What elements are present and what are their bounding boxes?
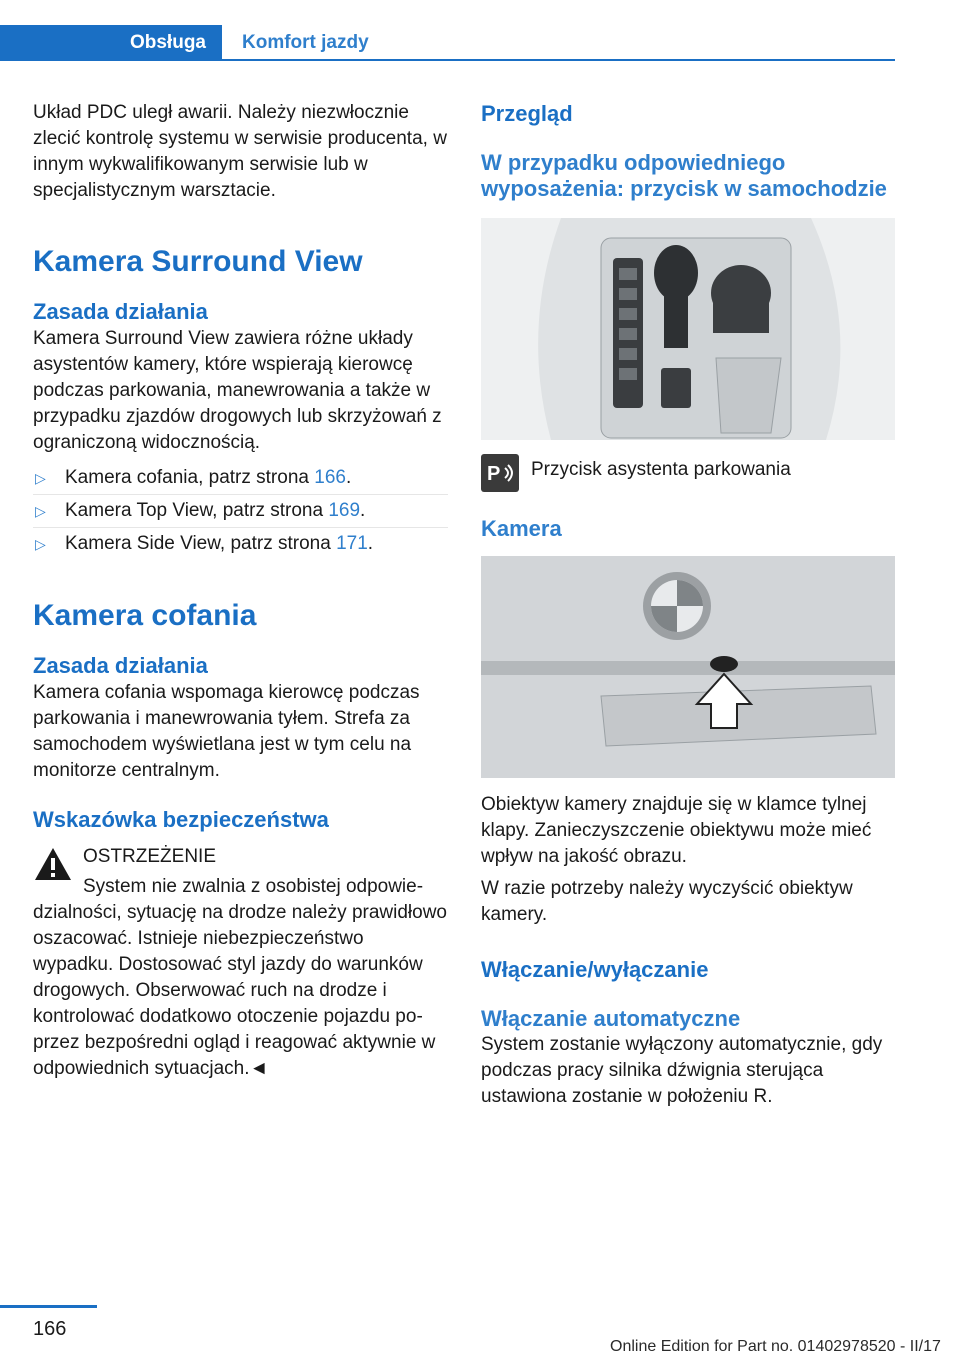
footer-rule (0, 1305, 97, 1308)
tab-komfort-jazdy-label: Komfort jazdy (242, 32, 369, 53)
kamera-paragraph-2: W razie potrzeby należy wyczyścić obiektyw kamery. (481, 878, 853, 925)
cofania-paragraph: Kamera cofania wspomaga kierowcę podczas parkowania i manewrowania tyłem. Strefa za samochodem wyświetlana jest w tym celu na monitorze centralnym. (33, 682, 420, 781)
warning-triangle-icon (33, 846, 73, 882)
button-caption-row (481, 440, 896, 500)
auto-paragraph: System zostanie wyłączony automatycznie, gdy podczas pracy silnika dźwignia sterująca ustawiona zostanie w położeniu R. (481, 1034, 883, 1107)
heading-on-off: Włączanie/wyłączanie (481, 957, 709, 982)
warning-block (33, 844, 448, 870)
bullet-triangle-icon: ▷ (35, 503, 46, 519)
center-console-image (481, 218, 895, 440)
surround-paragraph: Kamera Surround View zawiera różne układy asystentów kamery, które wspierają kierowcę podczas parkowania, manewrowania a także w przypadku zjazdów drogowych lub skrzyżowań z ograniczoną widocznością. (33, 328, 442, 453)
page-link-171[interactable]: 171 (336, 533, 368, 554)
svg-text:P: P (487, 463, 501, 485)
chapter-tabs (0, 25, 895, 61)
list-item: ▷ Kamera Top View, patrz strona 169. (33, 495, 448, 528)
heading-kamera: Kamera (481, 516, 562, 541)
heading-surround-view: Kamera Surround View (33, 245, 363, 278)
heading-zasada-2: Zasada działania (33, 653, 208, 678)
warning-title: OSTRZEŻENIE (83, 846, 217, 867)
tab-obsluga[interactable] (0, 25, 222, 61)
left-column (33, 100, 448, 1082)
heading-zasada-1: Zasada działania (33, 299, 208, 324)
camera-list (33, 462, 448, 560)
tab-komfort-jazdy[interactable] (222, 25, 895, 61)
rear-camera-image (481, 556, 895, 778)
heading-auto-on: Włączanie automatyczne (481, 1006, 741, 1031)
list-item: ▷ Kamera Side View, patrz strona 171. (33, 528, 448, 560)
page-number: 166 (33, 1318, 67, 1340)
kamera-paragraph-1: Obiektyw kamery znajduje się w klamce tylnej klapy. Zanieczyszczenie obiektywu może mieć wpływ na jakość obrazu. (481, 794, 872, 867)
page-link-169[interactable]: 169 (328, 500, 361, 521)
heading-przeglad: Przegląd (481, 101, 573, 126)
intro-paragraph: Układ PDC uległ awarii. Należy niezwłocznie zlecić kontrolę systemu w serwisie producenta, w innym wykwalifikowanym serwisie lub w specjalistycznym warsztacie. (33, 102, 447, 201)
bullet-triangle-icon: ▷ (35, 536, 46, 552)
bullet-triangle-icon: ▷ (35, 470, 46, 486)
tab-obsluga-label: Obsługa (129, 32, 206, 53)
page-link-166[interactable]: 166 (314, 467, 346, 488)
warning-text: System nie zwalnia z osobistej odpowiedzialności, sytuację na drodze należy prawidłowo oszacować. Istnieje niebezpieczeństwo wypadku. Dostosować styl jazdy do warunków drogowych. Obserwować ruch na drodze i kontrolować dodatkowo otoczenie pojazdu poprzez bezpośredni ogląd i reagować aktywnie w odpowiednich sytuacjach.◄ (33, 876, 448, 1079)
heading-safety: Wskazówka bezpieczeństwa (33, 807, 329, 832)
edition-note: Online Edition for Part no. 01402978520 - II/17 (610, 1338, 941, 1355)
park-assist-button-icon (481, 454, 519, 492)
right-column (481, 100, 896, 1110)
button-caption: Przycisk asystenta parkowania (531, 459, 791, 480)
list-item: ▷ Kamera cofania, patrz strona 166. (33, 462, 448, 495)
heading-kamera-cofania: Kamera cofania (33, 599, 257, 632)
heading-button-in-car: W przypadku odpowiedniego wyposażenia: przycisk w samochodzie (481, 150, 887, 201)
